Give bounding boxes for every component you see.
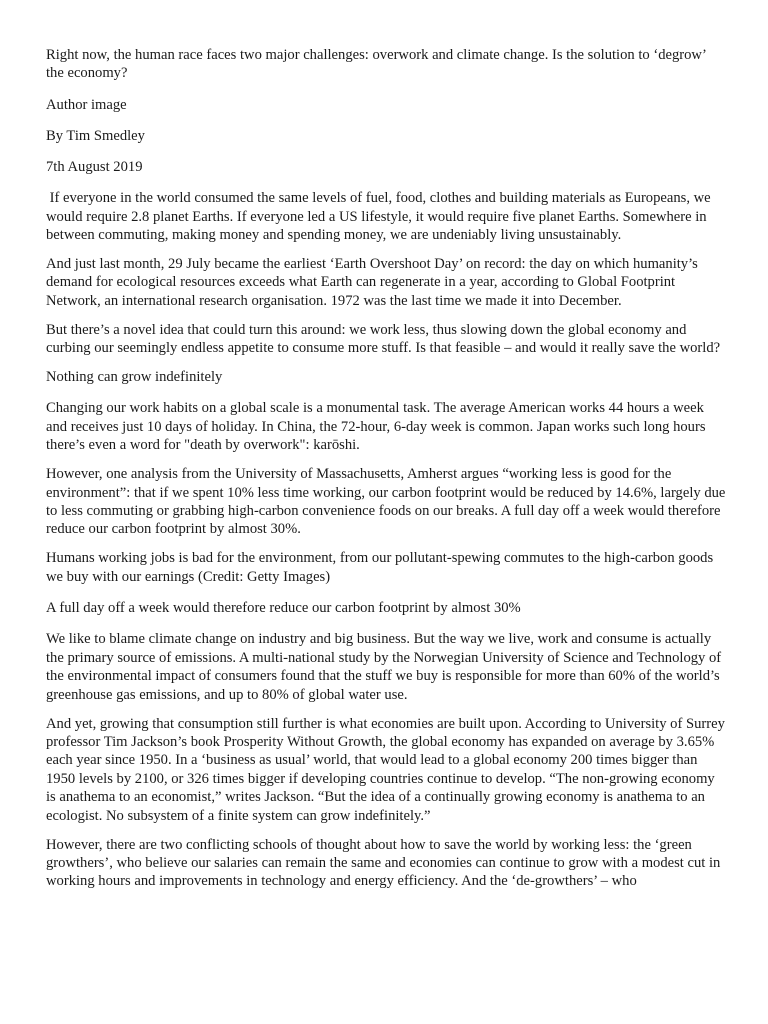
paragraph: However, there are two conflicting schools of thought about how to save the world by working less: the ‘green growthers’, who believe our salaries can remain the same and economies can continue to grow with a modest cut in working hours and improvements in technology and energy efficiency. And the ‘de-growthers’ – who xyxy=(46,836,724,890)
paragraph: We like to blame climate change on industry and big business. But the way we live, work and consume is actually the primary source of emissions. A multi-national study by the Norwegian University of Science and Technology of the environmental impact of consumers found that the stuff we buy is responsible for more than 60% of the world’s greenhouse gas emissions, and up to 80% of global water use. xyxy=(46,631,725,703)
image-caption: Humans working jobs is bad for the environment, from our pollutant-spewing commutes to the high-carbon goods we buy with our earnings (Credit: Getty Images) xyxy=(46,550,717,585)
article-byline: By Tim Smedley xyxy=(46,127,145,144)
article-standfirst: Right now, the human race faces two major challenges: overwork and climate change. Is the solution to ‘degrow’ the economy? xyxy=(46,47,710,82)
paragraph: And yet, growing that consumption still further is what economies are built upon. According to University of Surrey professor Tim Jackson’s book Prosperity Without Growth, the global economy has expanded on average by 3.65% each year since 1950. In a ‘business as usual’ world, that would lead to a global economy 200 times bigger than 1950 levels by 2100, or 326 times bigger if developing countries continue to develop. “The non-growing economy is anathema to an economist,” writes Jackson. “But the idea of a continually growing economy is anathema to an ecologist. No subsystem of a finite system can grow indefinitely.” xyxy=(46,715,729,824)
paragraph: And just last month, 29 July became the earliest ‘Earth Overshoot Day’ on record: the day on which humanity’s demand for ecological resources exceeds what Earth can regenerate in a year, according to Global Footprint Network, an international research organisation. 1972 was the last time we made it into December. xyxy=(46,256,702,309)
article-body xyxy=(46,46,730,901)
image-placeholder-label: Author image xyxy=(46,96,127,113)
paragraph: If everyone in the world consumed the same levels of fuel, food, clothes and building materials as Europeans, we would require 2.8 planet Earths. If everyone led a US lifestyle, it would require five planet Earths. Somewhere in between commuting, making money and spending money, we are undeniably living unsustainably. xyxy=(46,190,715,244)
paragraph: However, one analysis from the University of Massachusetts, Amherst argues “working less is good for the environment”: that if we spent 10% less time working, our carbon footprint would be reduced by 14.6%, largely due to less commuting or grabbing high-carbon convenience foods on our breaks. A full day off a week would therefore reduce our carbon footprint by almost 30%. xyxy=(46,466,730,538)
paragraph: Changing our work habits on a global scale is a monumental task. The average American works 44 hours a week and receives just 10 days of holiday. In China, the 72-hour, 6-day week is common. Japan works such long hours there’s even a word for "death by overwork": karōshi. xyxy=(46,400,710,454)
pull-quote: A full day off a week would therefore reduce our carbon footprint by almost 30% xyxy=(46,600,521,617)
paragraph: But there’s a novel idea that could turn this around: we work less, thus slowing down the global economy and curbing our seemingly endless appetite to consume more stuff. Is that feasible – and would it really save the world? xyxy=(46,321,721,357)
article-date: 7th August 2019 xyxy=(46,159,143,176)
section-subheading: Nothing can grow indefinitely xyxy=(46,369,223,386)
